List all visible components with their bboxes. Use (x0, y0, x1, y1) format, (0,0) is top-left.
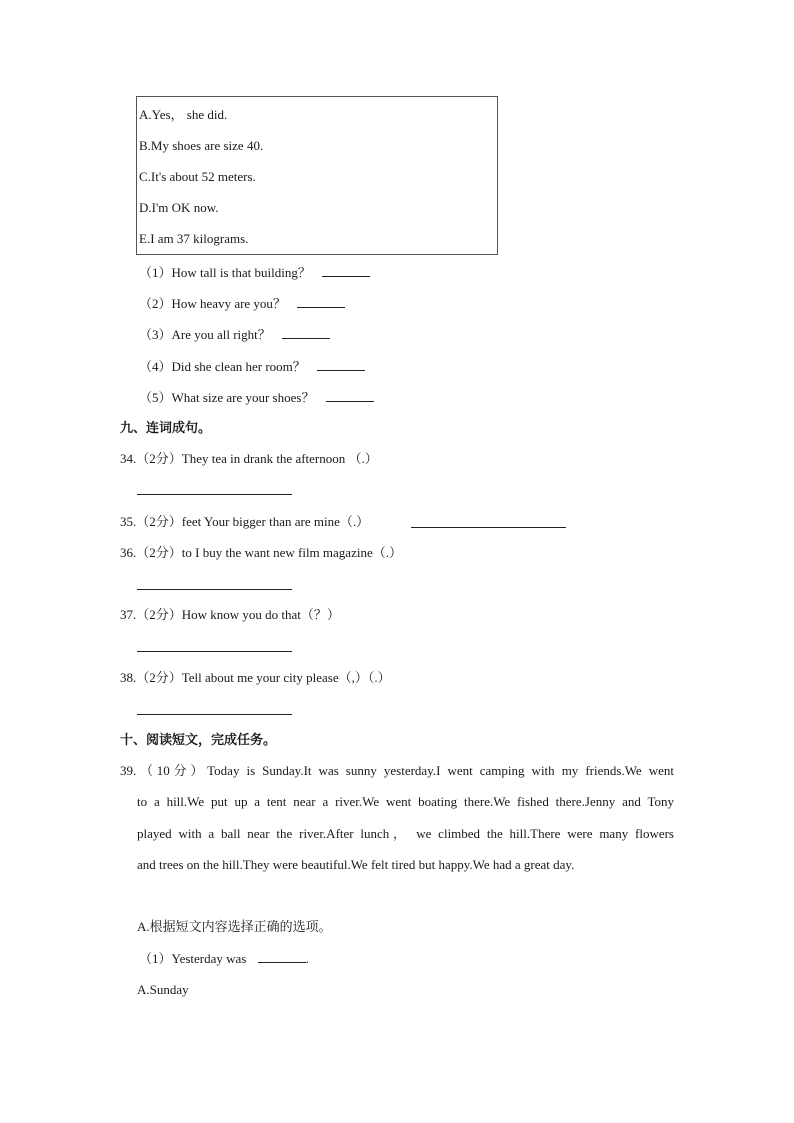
question-37: 37.（2分）How know you do that（？） (120, 607, 340, 622)
option-b: B.My shoes are size 40. (139, 138, 264, 153)
matching-question-4 (139, 358, 365, 375)
question-36: 36.（2分）to I buy the want new film magazine（.） (120, 545, 402, 560)
question-text: （2）How heavy are you？ (139, 296, 286, 311)
question-text: （1）How tall is that building？ (139, 265, 311, 280)
question-35: 35.（2分）feet Your bigger than are mine（.） (120, 514, 370, 529)
passage-line-3: played with a ball near the river.After lunch， we climbed the hill.There were many flowers (137, 826, 674, 841)
passage-line-1: 39.（10分）Today is Sunday.It was sunny yesterday.I went camping with my friends.We went (120, 763, 674, 778)
matching-question-2 (139, 295, 345, 312)
reading-question-1: （1）Yesterday was . (139, 951, 309, 966)
option-c: C.It's about 52 meters. (139, 169, 256, 184)
question-text: （3）Are you all right？ (139, 327, 271, 342)
answer-blank[interactable] (258, 950, 306, 963)
answer-blank[interactable] (282, 326, 330, 339)
question-text: （4）Did she clean her room？ (139, 359, 306, 374)
answer-blank[interactable] (297, 295, 345, 308)
option-a: A.Yes， she did. (139, 107, 228, 122)
passage-line-4: and trees on the hill.They were beautiful.We felt tired but happy.We had a great day. (137, 857, 575, 872)
option-e: E.I am 37 kilograms. (139, 231, 249, 246)
answer-blank[interactable] (322, 264, 370, 277)
passage-line-2: to a hill.We put up a tent near a river.We went boating there.We fished there.Jenny and Tony (137, 794, 674, 809)
answer-blank[interactable] (326, 389, 374, 402)
answer-blank[interactable] (317, 358, 365, 371)
reading-q1-option-a: A.Sunday (137, 982, 189, 997)
matching-question-5 (139, 389, 374, 406)
option-d: D.I'm OK now. (139, 200, 219, 215)
section-9-heading: 九、连词成句。 (120, 420, 212, 435)
task-a-instruction: A.根据短文内容选择正确的选项。 (137, 919, 332, 934)
question-text: （5）What size are your shoes？ (139, 390, 315, 405)
question-38: 38.（2分）Tell about me your city please（,）（.） (120, 670, 391, 685)
matching-question-1 (139, 264, 370, 281)
matching-question-3 (139, 326, 330, 343)
question-34: 34.（2分）They tea in drank the afternoon （.） (120, 451, 378, 466)
answer-line-38[interactable] (137, 714, 292, 715)
answer-line-37[interactable] (137, 651, 292, 652)
answer-options-box (136, 96, 498, 255)
answer-line-36[interactable] (137, 589, 292, 590)
section-10-heading: 十、阅读短文，完成任务。 (120, 732, 277, 747)
answer-line-34[interactable] (137, 494, 292, 495)
answer-line-35[interactable] (411, 527, 566, 528)
question-text: （1）Yesterday was (139, 951, 247, 966)
